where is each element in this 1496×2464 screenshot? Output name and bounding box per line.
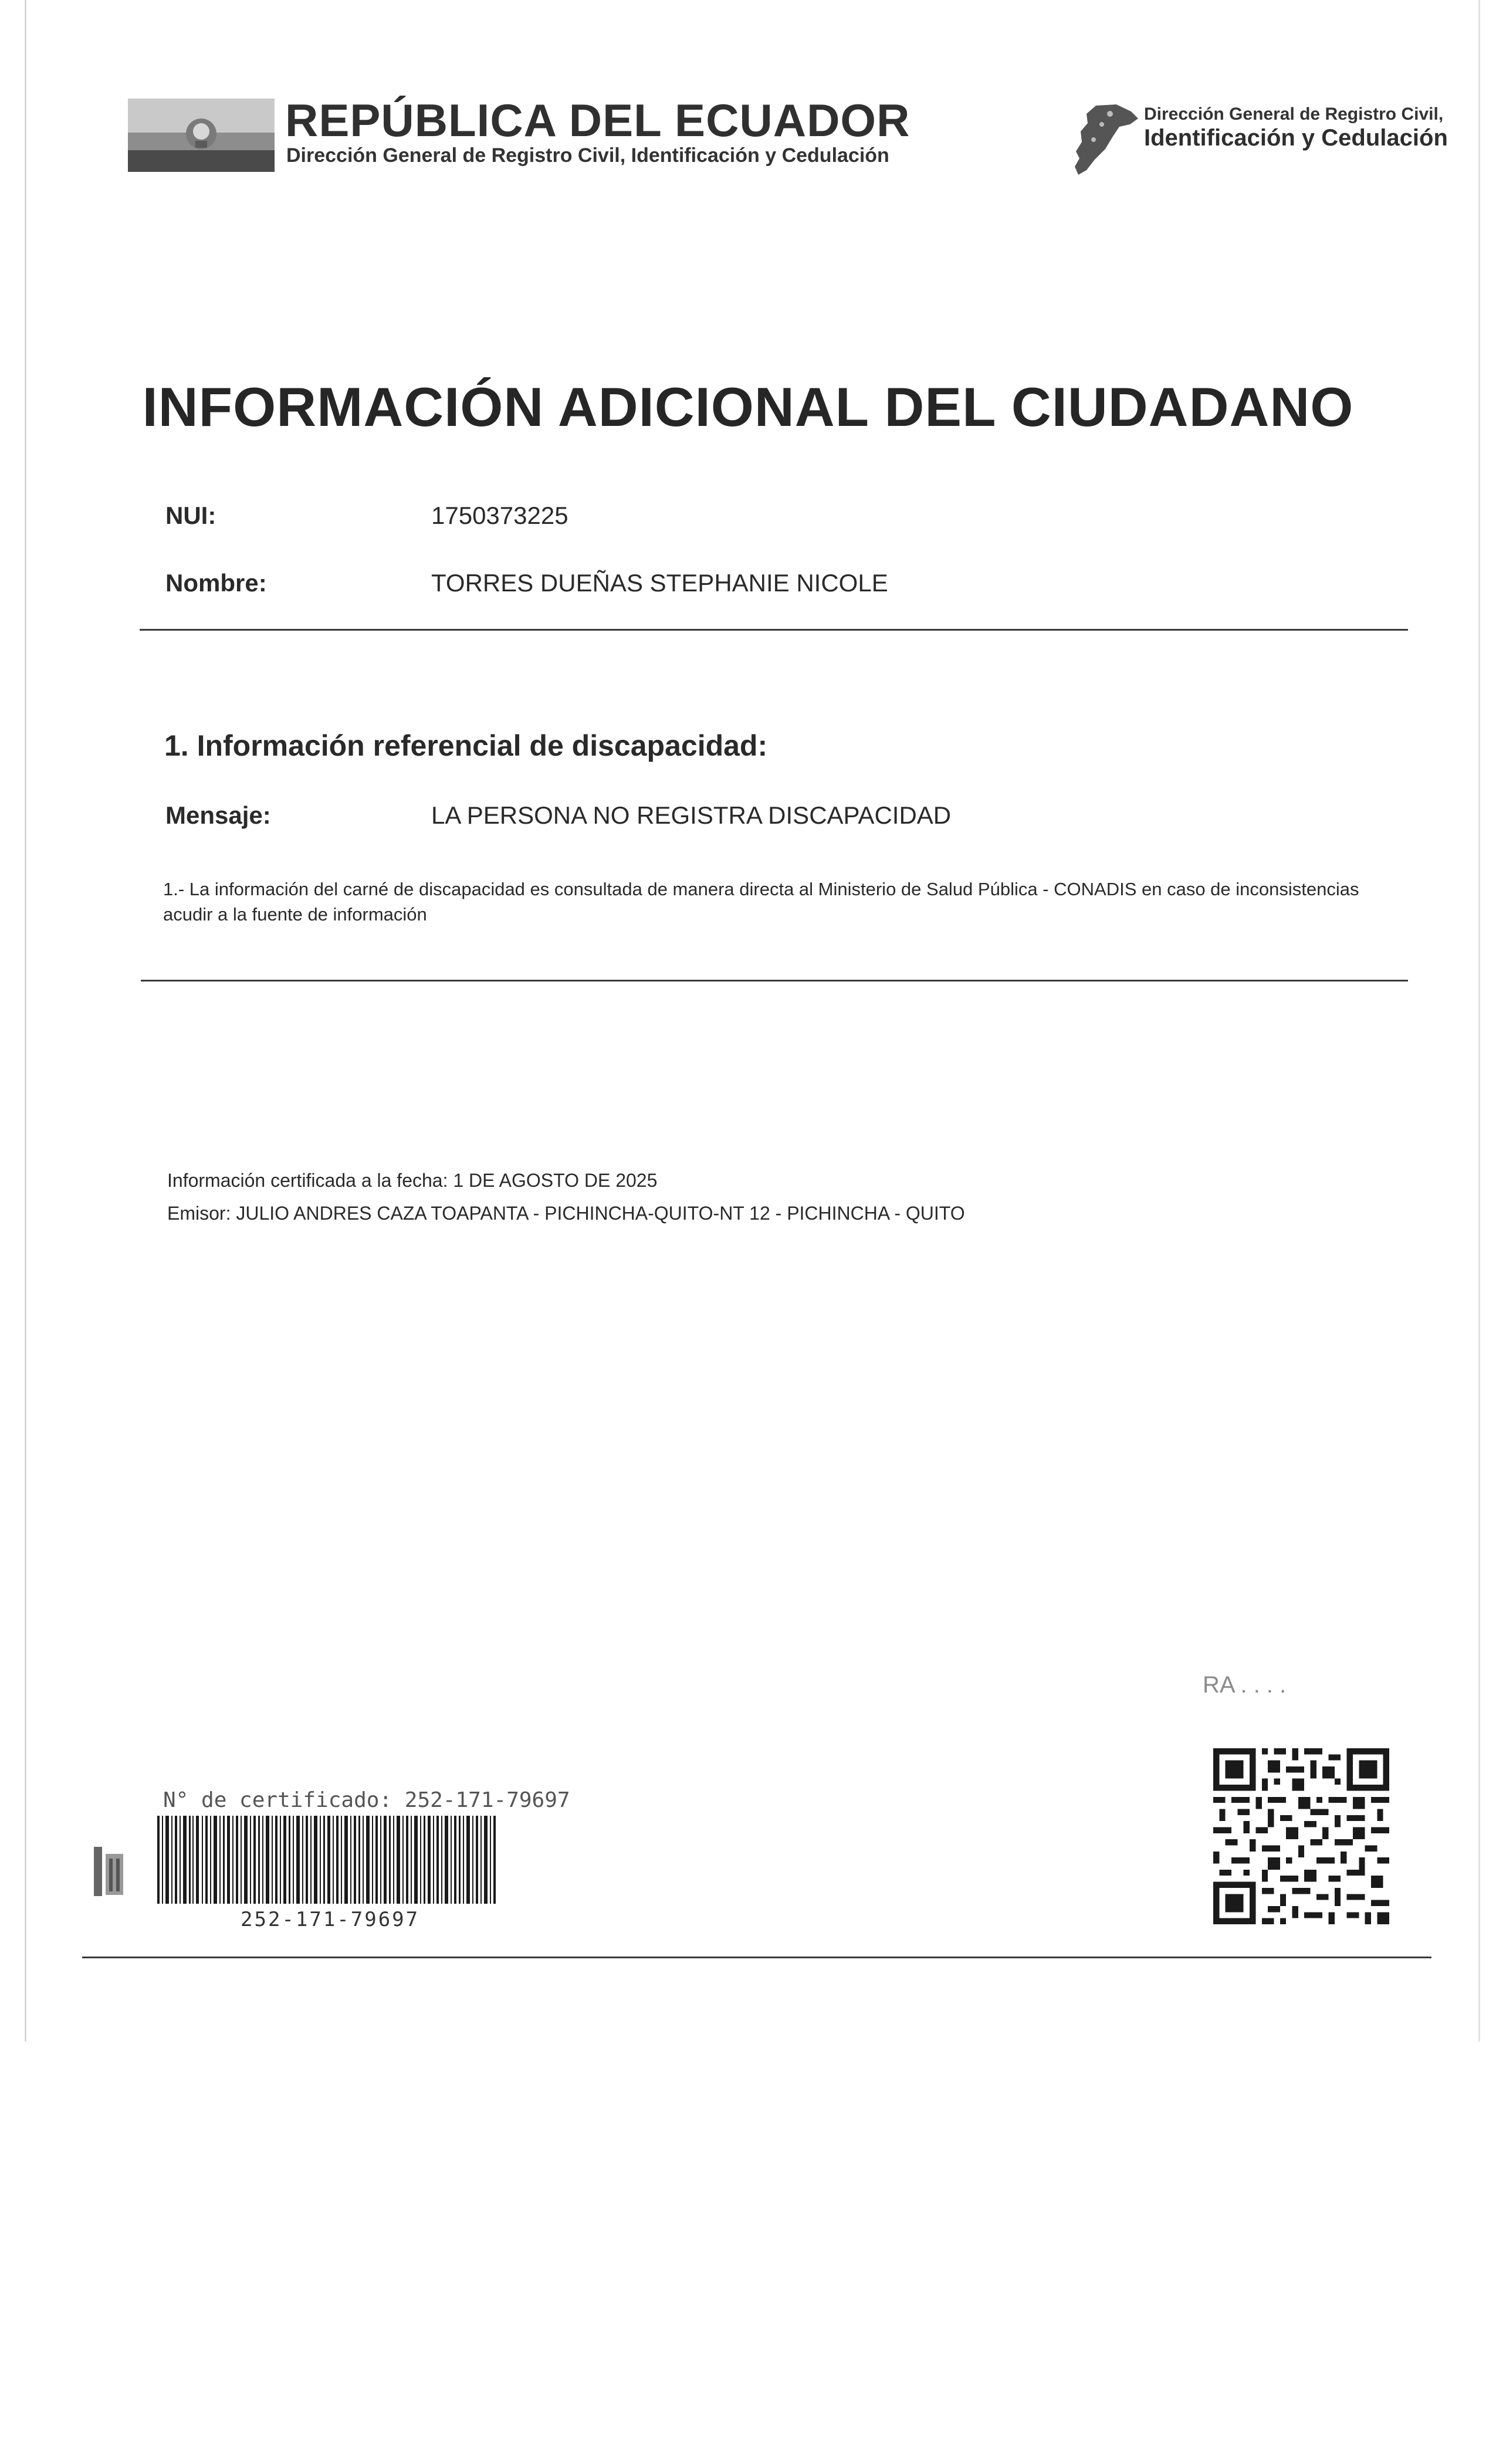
scan-edge-left [25, 0, 26, 2042]
disability-heading: 1. Información referencial de discapacidad: [164, 729, 768, 762]
qr-code-icon [1213, 1748, 1389, 1924]
barcode-icon [157, 1816, 497, 1913]
issuer: Emisor: JULIO ANDRES CAZA TOAPANTA - PICHINCHA-QUITO-NT 12 - PICHINCHA - QUITO [167, 1203, 965, 1224]
certified-date: Información certificada a la fecha: 1 DE AGOSTO DE 2025 [167, 1170, 658, 1191]
message-label: Mensaje: [165, 801, 271, 829]
scan-edge-right [1478, 0, 1480, 2042]
disability-note: 1.- La información del carné de discapacidad es consultada de manera directa al Ministerio de Salud Pública - CONADIS en caso de inconsistencias acudir a la fuente de información [163, 879, 1359, 925]
side-stamp-icon [88, 1842, 129, 1901]
divider-bottom [82, 1957, 1431, 1958]
barcode-number: 252-171-79697 [241, 1908, 420, 1931]
divider-top [140, 629, 1408, 631]
certificate-label: N° de certificado: 252-171-79697 [163, 1788, 570, 1812]
ecuador-map-logo-icon [1061, 101, 1143, 177]
name-value: TORRES DUEÑAS STEPHANIE NICOLE [431, 569, 888, 597]
header-title: REPÚBLICA DEL ECUADOR [285, 94, 911, 146]
nui-value: 1750373225 [431, 502, 568, 529]
ra-mark: RA . . . . [1203, 1672, 1287, 1698]
ecuador-flag-emblem-icon [128, 99, 275, 172]
header-right-line1: Dirección General de Registro Civil, [1144, 104, 1444, 124]
document-title: INFORMACIÓN ADICIONAL DEL CIUDADANO [142, 376, 1354, 438]
divider-middle [141, 980, 1408, 981]
header-right-line2: Identificación y Cedulación [1144, 125, 1448, 151]
message-value: LA PERSONA NO REGISTRA DISCAPACIDAD [431, 801, 952, 829]
name-label: Nombre: [165, 569, 267, 597]
header-subtitle: Dirección General de Registro Civil, Identificación y Cedulación [286, 144, 889, 167]
nui-label: NUI: [165, 502, 216, 529]
